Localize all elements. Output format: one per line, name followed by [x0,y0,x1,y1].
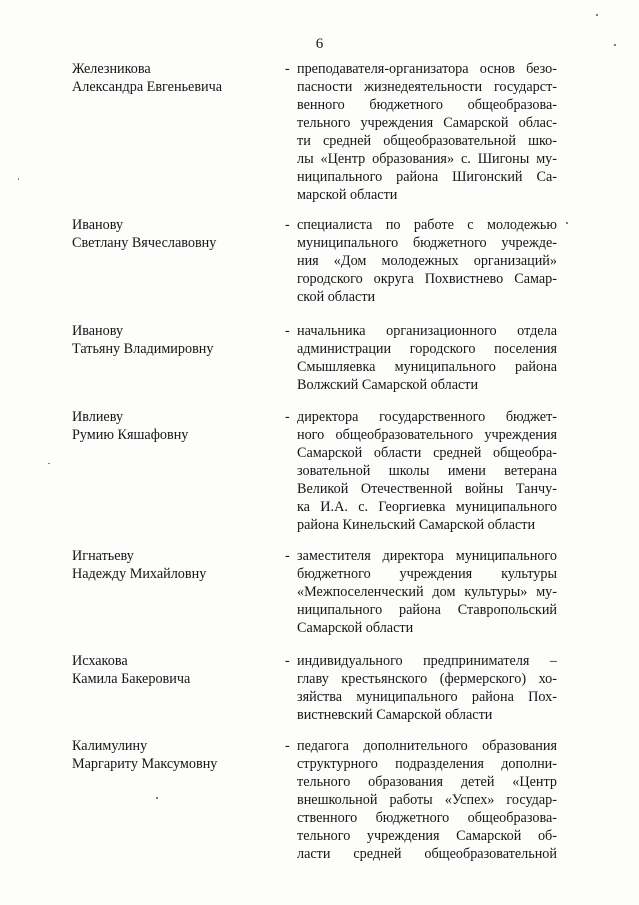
description-line: педагога дополнительного образования [297,738,557,754]
description-line: ка И.А. с. Георгиевка муниципального [297,499,557,515]
description-line: ниципального района Ставропольский [297,602,557,618]
description-line: городского округа Похвистнево Самар- [297,271,557,287]
description-line: бюджетного учреждения культуры [297,566,557,582]
scan-speck [596,14,598,16]
given-names: Румию Кяшафовну [72,427,189,443]
description-line: заместителя директора муниципального [297,548,557,564]
description-line: ния «Дом молодежных организаций» [297,253,557,269]
given-names: Татьяну Владимировну [72,341,214,357]
given-names: Надежду Михайловну [72,566,207,582]
position-description [297,408,557,534]
scan-speck [48,463,50,464]
description-line: зовательной школы имени ветерана [297,463,557,479]
person-name [72,322,272,358]
description-line: тельного учреждения Самарской облас- [297,115,557,131]
description-line: Волжский Самарской области [297,377,479,393]
description-line: вистневский Самарской области [297,707,493,723]
description-line: преподавателя-организатора основ безо- [297,61,557,77]
description-line: главу крестьянского (фермерского) хо- [297,671,557,687]
dash: - [285,738,290,754]
description-line: венного бюджетного общеобразова- [297,97,557,113]
description-line: ти средней общеобразовательной шко- [297,133,557,149]
given-names: Александра Евгеньевича [72,79,223,95]
surname: Иванову [72,217,124,233]
description-line: муниципального бюджетного учрежде- [297,235,557,251]
description-line: марской области [297,187,398,203]
description-line: Самарской области [297,620,414,636]
dash: - [285,548,290,564]
description-line: лы «Центр образования» с. Шигоны му- [297,151,557,167]
description-line: индивидуального предпринимателя – [297,653,557,669]
description-line: Смышляевка муниципального района [297,359,557,375]
surname: Игнатьеву [72,548,134,564]
surname: Калимулину [72,738,148,754]
given-names: Маргариту Максумовну [72,756,218,772]
position-description [297,216,557,306]
position-description [297,322,557,394]
description-line: ской области [297,289,376,305]
description-line: Великой Отечественной войны Танчу- [297,481,557,497]
person-name [72,652,272,688]
position-description [297,652,557,724]
person-name [72,60,272,96]
surname: Иванову [72,323,124,339]
description-line: структурного подразделения дополни- [297,756,557,772]
description-line: ниципального района Шигонский Са- [297,169,557,185]
dash: - [285,323,290,339]
position-description [297,60,557,204]
scan-speck [566,222,568,224]
scan-speck [614,44,616,46]
given-names: Камила Бакеровича [72,671,191,687]
description-line: директора государственного бюджет- [297,409,557,425]
surname: Железникова [72,61,151,77]
person-name [72,547,272,583]
description-line: «Межпоселенческий дом культуры» му- [297,584,557,600]
description-line: тельного учреждения Самарской об- [297,828,557,844]
dash: - [285,409,290,425]
description-line: ного общеобразовательного учреждения [297,427,557,443]
scan-speck [156,797,158,799]
person-name [72,737,272,773]
description-line: района Кинельский Самарской области [297,517,536,533]
dash: - [285,61,290,77]
description-line: ласти средней общеобразовательной [297,846,557,862]
position-description [297,737,557,863]
description-line: ственного бюджетного общеобразова- [297,810,557,826]
description-line: зяйства муниципального района Пох- [297,689,557,705]
description-line: начальника организационного отдела [297,323,557,339]
surname: Исхакова [72,653,128,669]
description-line: тельного образования детей «Центр [297,774,557,790]
description-line: Самарской области средней общеобра- [297,445,557,461]
description-line: внешкольной работы «Успех» государ- [297,792,557,808]
description-line: администрации городского поселения [297,341,557,357]
dash: - [285,653,290,669]
person-name [72,216,272,252]
scan-speck [18,178,19,180]
page-number: 6 [315,36,324,52]
surname: Ивлиеву [72,409,124,425]
dash: - [285,217,290,233]
given-names: Светлану Вячеславовну [72,235,217,251]
description-line: специалиста по работе с молодежью [297,217,557,233]
person-name [72,408,272,444]
description-line: пасности жизнедеятельности государст- [297,79,557,95]
position-description [297,547,557,637]
